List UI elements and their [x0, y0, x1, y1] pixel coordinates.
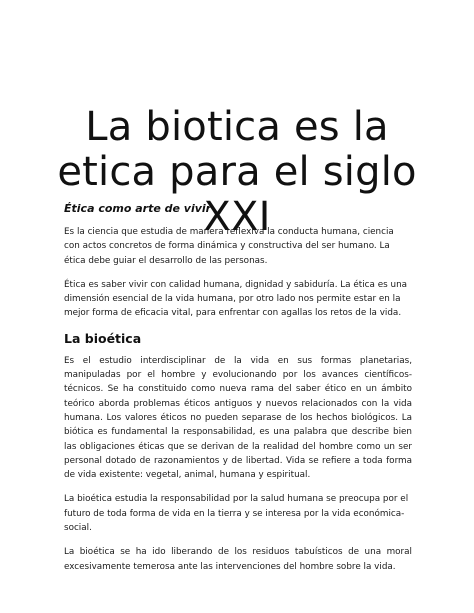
section-heading-etica: Ética como arte de vivir: [64, 202, 212, 215]
section-heading-bioetica: La bioética: [64, 330, 142, 346]
paragraph-1: Es la ciencia que estudia de manera reflexiva la conducta humana, ciencia con actos concretos de forma dinámica y constructiva del ser humano. La ética debe guiar el desarrollo de las personas.: [64, 227, 394, 266]
title-line-2: etica para el siglo: [57, 148, 417, 195]
title-line-3: XXI: [203, 193, 271, 240]
title-line-1: La biotica es la: [85, 103, 389, 150]
paragraph-2: Ética es saber vivir con calidad humana, dignidad y sabiduría. La ética es una dimensión esencial de la vida humana, por otro lado nos permite estar en la mejor forma de eficacia vital, para enfrentar con agallas los retos de la vida.: [64, 279, 408, 319]
paragraph-3: Es el estudio interdisciplinar de la vida en sus formas planetarias, manipuladas por el hombre y evolucionando por los avances científicos-técnicos. Se ha constituido como nueva rama del saber ético en un ámbito teórico aborda problemas éticos antiguos y nuevos relacionados con la vida humana. Los valores éticos no pueden separase de los hechos biológicos. La biótica es fundamental la responsabilidad, es una palabra que describe bien las obligaciones éticas que se derivan de la realidad del hombre como un ser personal dotado de razonamientos y de libertad. Vida se refiere a toda forma de vida existente: vegetal, animal, humana y espiritual.: [64, 355, 412, 481]
paragraph-4: La bioética estudia la responsabilidad por la salud humana se preocupa por el futuro de toda forma de vida en la tierra y se interesa por la vida económica-social.: [64, 494, 409, 534]
paragraph-5: La bioética se ha ido liberando de los residuos tabuísticos de una moral excesivamente temerosa ante las intervenciones del hombre sobre la vida.: [64, 547, 412, 572]
document-body: [64, 202, 412, 584]
